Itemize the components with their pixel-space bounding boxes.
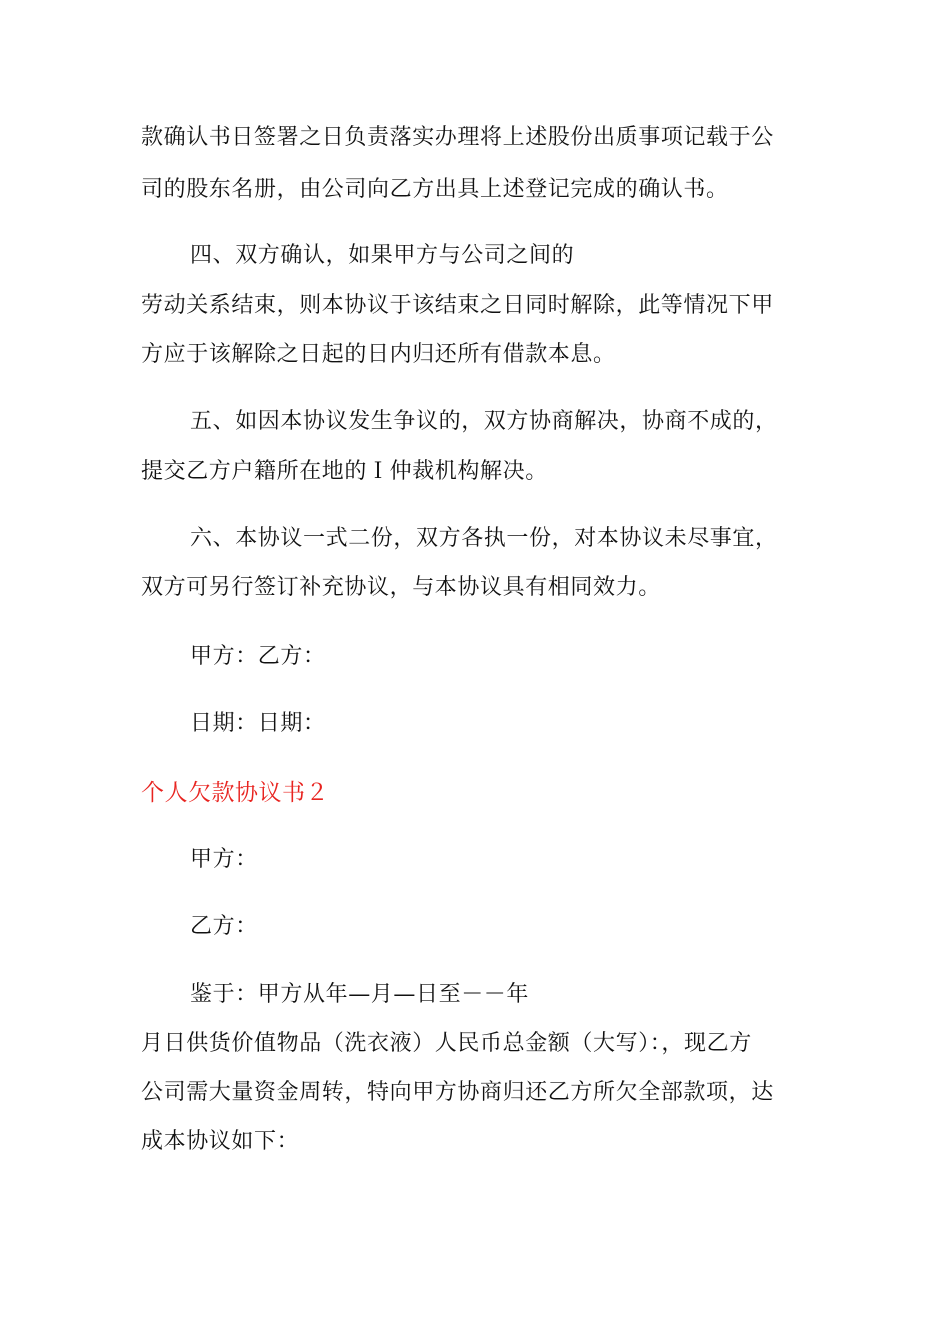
paragraph-four-line-3: 方应于该解除之日起的日内归还所有借款本息。	[141, 342, 616, 367]
paragraph-four-line-2: 劳动关系结束，则本协议于该结束之日同时解除，此等情况下甲	[141, 293, 774, 318]
whereas-line-2: 月日供货价值物品（洗衣液）人民币总金额（大写）：，现乙方	[141, 1031, 752, 1056]
signature-parties: 甲方：乙方：	[190, 644, 326, 669]
paragraph-five-line-2: 提交乙方户籍所在地的Ｉ仲裁机构解决。	[141, 459, 548, 484]
whereas-line-4: 成本协议如下：	[141, 1129, 300, 1154]
paragraph-five-line-1: 五、如因本协议发生争议的，双方协商解决，协商不成的，	[190, 409, 778, 434]
paragraph-intro-line-2: 司的股东名册，由公司向乙方出具上述登记完成的确认书。	[141, 177, 729, 202]
paragraph-intro-line-1: 款确认书日签署之日负责落实办理将上述股份出质事项记载于公	[141, 125, 774, 150]
paragraph-four-line-1: 四、双方确认，如果甲方与公司之间的	[190, 243, 575, 268]
whereas-line-1: 鉴于：甲方从年—月—日至－－年	[190, 982, 530, 1007]
whereas-line-3: 公司需大量资金周转，特向甲方协商归还乙方所欠全部款项，达	[141, 1080, 774, 1105]
paragraph-six-line-1: 六、本协议一式二份，双方各执一份，对本协议未尽事宜，	[190, 526, 778, 551]
section-title: 个人欠款协议书２	[141, 780, 329, 806]
party-b-label: 乙方：	[190, 914, 258, 939]
signature-dates: 日期：日期：	[190, 711, 326, 736]
party-a-label: 甲方：	[190, 847, 258, 872]
paragraph-six-line-2: 双方可另行签订补充协议，与本协议具有相同效力。	[141, 575, 661, 600]
